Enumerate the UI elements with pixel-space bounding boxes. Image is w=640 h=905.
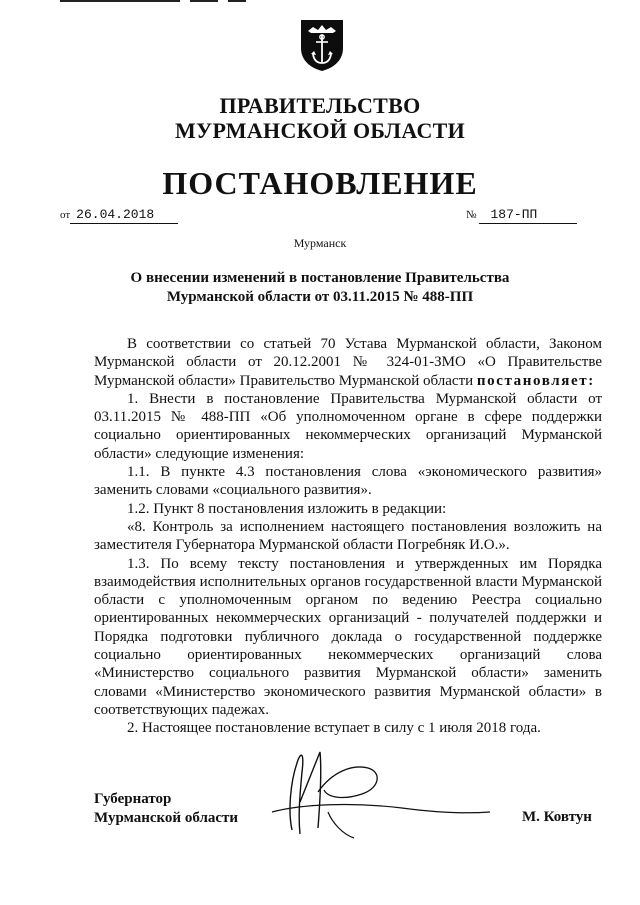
number-field bbox=[466, 206, 577, 224]
signatory-title-line1: Губернатор bbox=[94, 791, 172, 807]
document-body bbox=[94, 335, 602, 738]
handwritten-signature bbox=[232, 742, 492, 842]
intro-paragraph bbox=[94, 335, 602, 390]
scan-edge-mark bbox=[190, 0, 218, 2]
city-name: Мурманск bbox=[293, 236, 347, 250]
item-1: 1. Внести в постановление Правительства Мурманской области от 03.11.2015 № 488-ПП «Об уполномоченном органе в сфере поддержки социально ориентированных некоммерческих организаций Мурманской области» следующие изменения: bbox=[94, 390, 602, 462]
date-value: 26.04.2018 bbox=[70, 207, 178, 224]
government-name-line2: МУРМАНСКОЙ ОБЛАСТИ bbox=[174, 118, 466, 143]
document-type-title: ПОСТАНОВЛЕНИЕ bbox=[162, 165, 478, 201]
item-1-2: 1.2. Пункт 8 постановления изложить в редакции: bbox=[127, 500, 447, 517]
scan-edge-mark bbox=[60, 0, 180, 2]
date-label: от bbox=[60, 209, 71, 221]
government-name-line1: ПРАВИТЕЛЬСТВО bbox=[219, 93, 421, 118]
item-1-3: 1.3. По всему тексту постановления и утвержденных им Порядка взаимодействия исполнительных органов государственной власти Мурманской области с уполномоченным органом по ведению Реестра социально ориентированных некоммерческих организаций - получателей поддержки и Порядка подготовки публичного доклада о государственной поддержке социально ориентированных некоммерческих организаций слова «Министерство социального развития Мурманской области» заменить словами «Министерство экономического развития Мурманской области» в соответствующих падежах. bbox=[94, 555, 602, 718]
signatory-title bbox=[94, 790, 238, 828]
item-1-1: 1.1. В пункте 4.3 постановления слова «экономического развития» заменить словами «социального развития». bbox=[94, 464, 602, 499]
item-2: 2. Настоящее постановление вступает в силу с 1 июля 2018 года. bbox=[127, 720, 541, 737]
number-label: № bbox=[466, 209, 477, 221]
scan-edge-mark bbox=[228, 0, 246, 2]
date-field bbox=[60, 206, 178, 224]
subject-line1: О внесении изменений в постановление Правительства bbox=[130, 270, 510, 286]
intro-text: В соответствии со статьей 70 Устава Мурманской области, Законом Мурманской области от 20.12.2001 № 324-01-ЗМО «О Правительстве Мурманской области» Правительство Мурманской области bbox=[94, 336, 602, 389]
subject-line2: Мурманской области от 03.11.2015 № 488-ПП bbox=[166, 289, 474, 305]
number-value: 187-ПП bbox=[479, 207, 577, 224]
coat-of-arms-icon bbox=[299, 18, 345, 72]
decree-keyword: постановляет: bbox=[476, 372, 595, 389]
signatory-name: М. Ковтун bbox=[522, 809, 592, 825]
item-1-2-quote: «8. Контроль за исполнением настоящего постановления возложить на заместителя Губернатора Мурманской области Погребняк И.О.». bbox=[94, 518, 602, 554]
signatory-title-line2: Мурманской области bbox=[94, 810, 239, 826]
